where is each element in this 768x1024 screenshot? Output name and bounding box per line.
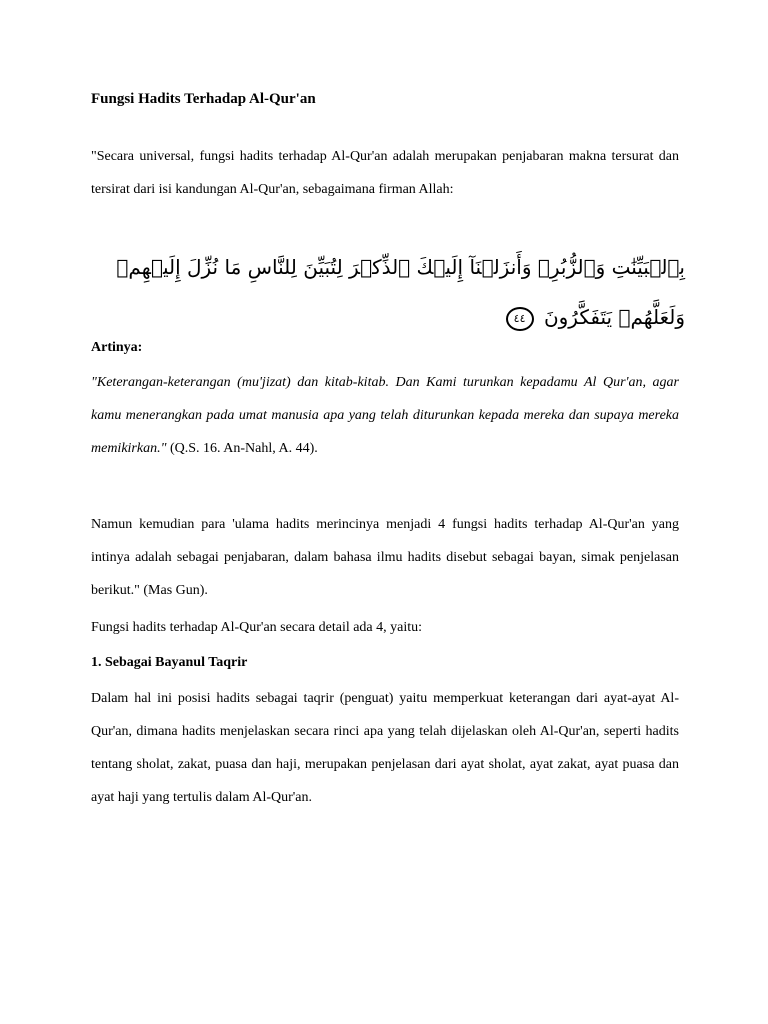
paragraph-2: Namun kemudian para 'ulama hadits merincinya menjadi 4 fungsi hadits terhadap Al-Qur'an yang intinya adalah sebagai penjabaran, dalam bahasa ilmu hadits disebut sebagai bayan, simak penjelasan berikut." (Mas Gun). — [91, 517, 679, 598]
page-title: Fungsi Hadits Terhadap Al-Qur'an — [91, 91, 316, 107]
translation-label: Artinya: — [91, 340, 143, 355]
arabic-verse-text: بِٱلۡبَيِّنَٰتِ وَٱلزُّبُرِۗ وَأَنزَلۡنَآ إِلَيۡكَ ٱلذِّكۡرَ لِتُبَيِّنَ لِلنَّاسِ مَا نُزِّلَ إِلَيۡهِمۡ وَلَعَلَّهُمۡ يَتَفَكَّرُونَ — [116, 255, 685, 329]
translation-source: (Q.S. 16. An-Nahl, A. 44). — [166, 441, 318, 456]
paragraph-3: Fungsi hadits terhadap Al-Qur'an secara detail ada 4, yaitu: — [91, 620, 423, 635]
translation-text: "Keterangan-keterangan (mu'jizat) dan kitab-kitab. Dan Kami turunkan kepadamu Al Qur'an, agar kamu menerangkan pada umat manusia apa yang telah diturunkan kepada mereka dan supaya mereka memikirkan." — [91, 375, 679, 456]
translation-paragraph — [91, 366, 679, 465]
section-1-body: Dalam hal ini posisi hadits sebagai taqrir (penguat) yaitu memperkuat keterangan dari ayat-ayat Al-Qur'an, dimana hadits menjelaskan secara rinci apa yang telah dijelaskan oleh Al-Qur'an, seperti hadits tentang sholat, zakat, puasa dan haji, merupakan penjelasan dari ayat sholat, ayat zakat, ayat puasa dan ayat haji yang tertulis dalam Al-Qur'an. — [91, 691, 679, 805]
arabic-verse — [85, 242, 685, 342]
intro-paragraph: "Secara universal, fungsi hadits terhadap Al-Qur'an adalah merupakan penjabaran makna tersurat dan tersirat dari isi kandungan Al-Qur'an, sebagaimana firman Allah: — [91, 149, 679, 197]
ayah-number-mark: ٤٤ — [506, 307, 534, 331]
section-1-heading: 1. Sebagai Bayanul Taqrir — [91, 655, 248, 670]
